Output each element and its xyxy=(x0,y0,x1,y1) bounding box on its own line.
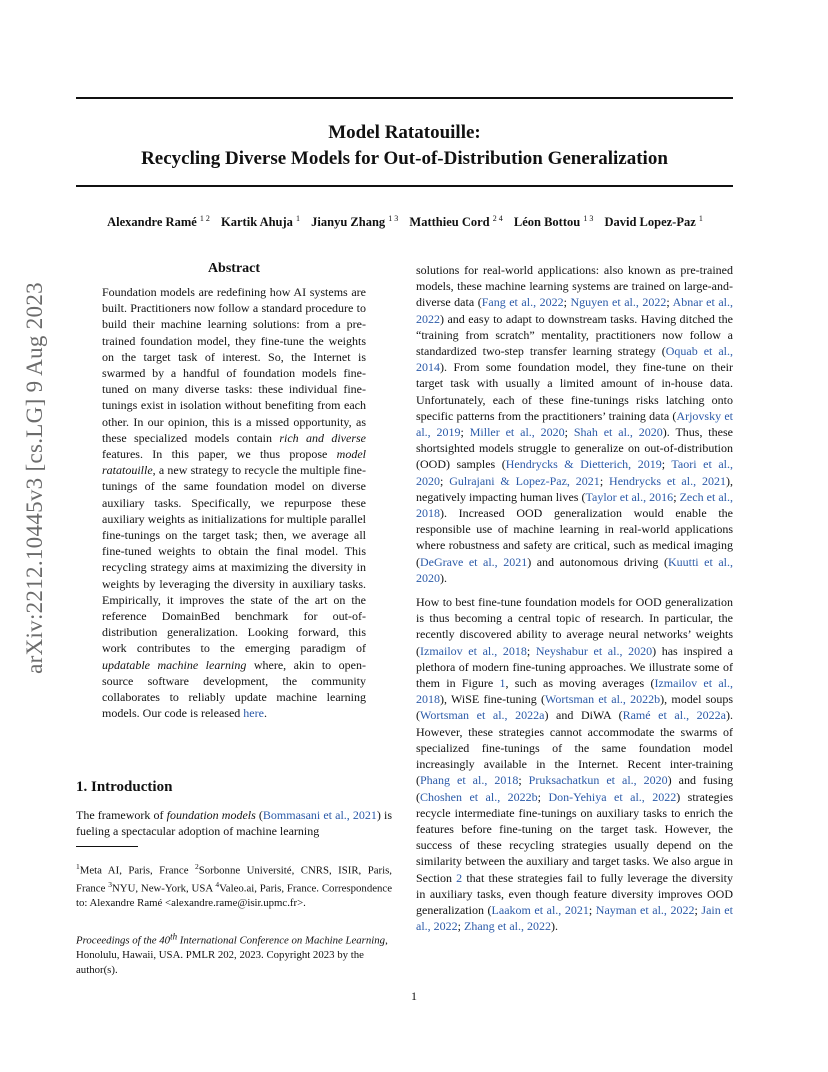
body-text: ; xyxy=(661,457,672,472)
body-text: ). Increased OOD generalization would enable the responsible use of machine learning in real-world applications where robustness and safety are critical, such as medical imaging ( xyxy=(416,506,733,569)
proceedings-note: Proceedings of the 40th International Conference on Machine Learning, Honolulu, Hawaii, USA. PMLR 202, 2023. Copyright 2023 by the author(s). xyxy=(76,931,388,976)
citation-link[interactable]: Shah et al., 2020 xyxy=(573,425,663,440)
body-text: ; xyxy=(599,473,610,488)
body-text: ; xyxy=(457,919,465,934)
body-text: ; xyxy=(588,902,596,917)
bottom-rule xyxy=(76,185,733,187)
citation-link[interactable]: Fang et al., 2022 xyxy=(481,295,564,310)
citation-link[interactable]: Bommasani et al., 2021 xyxy=(262,808,377,822)
citation-link[interactable]: 1 xyxy=(499,676,506,691)
citation-link[interactable]: Izmailov et al., 2018 xyxy=(416,676,733,707)
body-text: ) has inspired a plethora of modern fine-tuning approaches. We illustrate some of them in Figure xyxy=(416,643,733,691)
citation-link[interactable]: Ramé et al., 2022a xyxy=(622,708,727,723)
author: Léon Bottou $^{1 3}$ xyxy=(513,214,594,230)
top-rule xyxy=(76,97,733,99)
citation-link[interactable]: Jain et al., 2022 xyxy=(416,902,733,934)
citation-link[interactable]: Wortsman et al., 2022a xyxy=(420,708,545,723)
citation-link[interactable]: Hendrycks et al., 2021 xyxy=(609,473,726,488)
citation-link[interactable]: Zhang et al., 2022 xyxy=(464,919,551,934)
citation-link[interactable]: Zech et al., 2018 xyxy=(416,489,734,521)
title-line-2: Recycling Diverse Models for Out-of-Distribution Generalization xyxy=(141,148,668,169)
citation-link[interactable]: Hendrycks & Dietterich, 2019 xyxy=(505,457,662,472)
footnote-rule xyxy=(76,846,138,847)
citation-link[interactable]: Nguyen et al., 2022 xyxy=(570,295,667,310)
citation-link[interactable]: DeGrave et al., 2021 xyxy=(420,554,528,569)
body-text: ). xyxy=(551,919,558,934)
section-heading-introduction: 1. Introduction xyxy=(76,779,173,795)
citation-link[interactable]: Don-Yehiya et al., 2022 xyxy=(548,789,677,804)
right-column xyxy=(416,262,733,942)
citation-link[interactable]: Taylor et al., 2016 xyxy=(585,489,674,504)
citation-link[interactable]: Laakom et al., 2021 xyxy=(491,902,589,917)
citation-link[interactable]: Oquab et al., 2014 xyxy=(416,344,733,375)
body-text: ), model soups ( xyxy=(416,692,733,723)
intro-paragraph: The framework of foundation models (Bommasani et al., 2021) is fueling a spectacular adoption of machine learning xyxy=(76,808,393,839)
citation-link[interactable]: Abnar et al., 2022 xyxy=(416,295,734,326)
body-text: ; xyxy=(564,425,574,440)
citation-link[interactable]: Taori et al., 2020 xyxy=(416,457,734,488)
citation-link[interactable]: Neyshabur et al., 2020 xyxy=(535,643,653,658)
body-text: How to best fine-tune foundation models for OOD generalization is thus becoming a central topic of research. In particular, the recently discovered ability to average neural networks’ weights ( xyxy=(416,595,733,658)
citation-link[interactable]: Phang et al., 2018 xyxy=(420,773,519,788)
citation-link[interactable]: Nayman et al., 2022 xyxy=(595,902,695,917)
body-text: ; xyxy=(460,425,470,440)
title-line-1: Model Ratatouille: xyxy=(328,122,481,143)
code-link[interactable]: here xyxy=(243,706,264,721)
author: David Lopez-Paz $^1$ xyxy=(604,214,703,230)
abstract-heading: Abstract xyxy=(207,261,261,276)
arxiv-stamp: arXiv:2212.10445v3 [cs.LG] 9 Aug 2023 xyxy=(22,282,47,674)
body-paragraph xyxy=(416,262,733,586)
body-text: ; xyxy=(673,489,680,504)
body-text: that these strategies fail to fully leverage the diversity in auxiliary tasks, even though feature diversity improves OOD generalization ( xyxy=(416,870,733,917)
citation-link[interactable]: Wortsman et al., 2022b xyxy=(545,692,661,707)
citation-link[interactable]: Gulrajani & Lopez-Paz, 2021 xyxy=(449,473,600,488)
body-text: ). From some foundation model, they fine-tune on their target task with usually a limited amount of in-house data. Unfortunately, each of these fine-tunings risks latching onto specific patterns from the practitioners’ training data ( xyxy=(416,360,733,423)
paper-title xyxy=(76,120,733,172)
body-text: ) and autonomous driving ( xyxy=(527,554,668,569)
body-text: ). Thus, these shortsighted models struggle to generalize on out-of-distribution (OOD) samples ( xyxy=(416,425,733,472)
body-text: ), negatively impacting human lives ( xyxy=(416,473,733,504)
body-text: ) strategies recycle intermediate fine-tunings on auxiliary tasks to enrich the features before fine-tuning on the target task. However, the success of these recycling strategies usually depend on the similarity between the auxiliary and target tasks. We also argue in Section xyxy=(416,789,733,885)
citation-link[interactable]: Izmailov et al., 2018 xyxy=(420,643,527,658)
affiliations-footnote: $^1$Meta AI, Paris, France $^2$Sorbonne Université, CNRS, ISIR, Paris, France $^3$NYU, New-York, USA $^4$Valeo.ai, Paris, France. Correspondence to: Alexandre Ramé <alexandre.rame@isir.upmc.fr>. xyxy=(76,862,393,910)
body-text: ) and fusing ( xyxy=(416,773,733,804)
body-text: solutions for real-world applications: also known as pre-trained models, these machine learning systems are trained on large-and-diverse data ( xyxy=(416,263,733,310)
body-text: ; xyxy=(440,473,450,488)
author: Kartik Ahuja $^1$ xyxy=(221,214,301,230)
author: Jianyu Zhang $^{1 3}$ xyxy=(311,214,399,230)
citation-link[interactable]: Arjovsky et al., 2019 xyxy=(416,408,733,440)
body-text: , such as moving averages ( xyxy=(505,676,655,691)
body-paragraph xyxy=(416,594,733,934)
page-number: 1 xyxy=(411,989,417,1003)
citation-link[interactable]: Choshen et al., 2022b xyxy=(420,789,538,804)
citation-link[interactable]: 2 xyxy=(456,870,463,885)
citation-link[interactable]: Pruksachatkun et al., 2020 xyxy=(528,773,668,788)
body-text: ; xyxy=(666,295,673,310)
abstract-body: Foundation models are redefining how AI systems are built. Practitioners now follow a standard procedure to build their machine learning solutions: from a pre-trained foundation model, they fine-tune the weights on the target task of interest. So, the Internet is swarmed by a handful of foundation models fine-tuned on many diverse tasks: these individual fine-tunings exist in isolation without benefiting from each other. In our opinion, this is a missed opportunity, as these specialized models contain rich and diverse features. In this paper, we thus propose model ratatouille, a new strategy to recycle the multiple fine-tunings of the same foundation model on diverse auxiliary tasks. Specifically, we repurpose these auxiliary weights as initializations for multiple parallel fine-tunings on the target task; then, we average all fine-tuned weights to obtain the final model. This recycling strategy aims at maximizing the diversity in weights by leveraging the diversity in auxiliary tasks. Empirically, it improves the state of the art on the reference DomainBed benchmark for out-of-distribution generalization. Looking forward, this work contributes to the emerging paradigm of updatable machine learning where, akin to open-source software development, the community collaborates to reliably update machine learning models. Our code is released here. xyxy=(102,285,366,721)
body-text: ). xyxy=(440,570,447,585)
body-text: ; xyxy=(563,295,571,310)
body-text: ) and easy to adapt to downstream tasks. Having ditched the “training from scratch” mentality, practitioners now follow a standardized two-step transfer learning strategy ( xyxy=(416,311,733,359)
body-text: ; xyxy=(537,789,549,804)
body-text: ; xyxy=(518,773,529,788)
body-text: ; xyxy=(526,643,536,658)
citation-link[interactable]: Kuutti et al., 2020 xyxy=(416,554,733,585)
citation-link[interactable]: Miller et al., 2020 xyxy=(469,425,565,440)
body-text: ), WiSE fine-tuning ( xyxy=(440,692,546,707)
author: Alexandre Ramé $^{1 2}$ xyxy=(107,214,210,230)
body-text: ; xyxy=(694,902,702,917)
body-text: ) and DiWA ( xyxy=(544,708,623,723)
author-list xyxy=(60,214,750,230)
body-text: ). However, these strategies cannot accommodate the swarms of specialized fine-tunings of the same foundation model increasingly available in the Internet. Recent inter-training ( xyxy=(416,708,734,788)
author: Matthieu Cord $^{2 4}$ xyxy=(409,214,503,230)
